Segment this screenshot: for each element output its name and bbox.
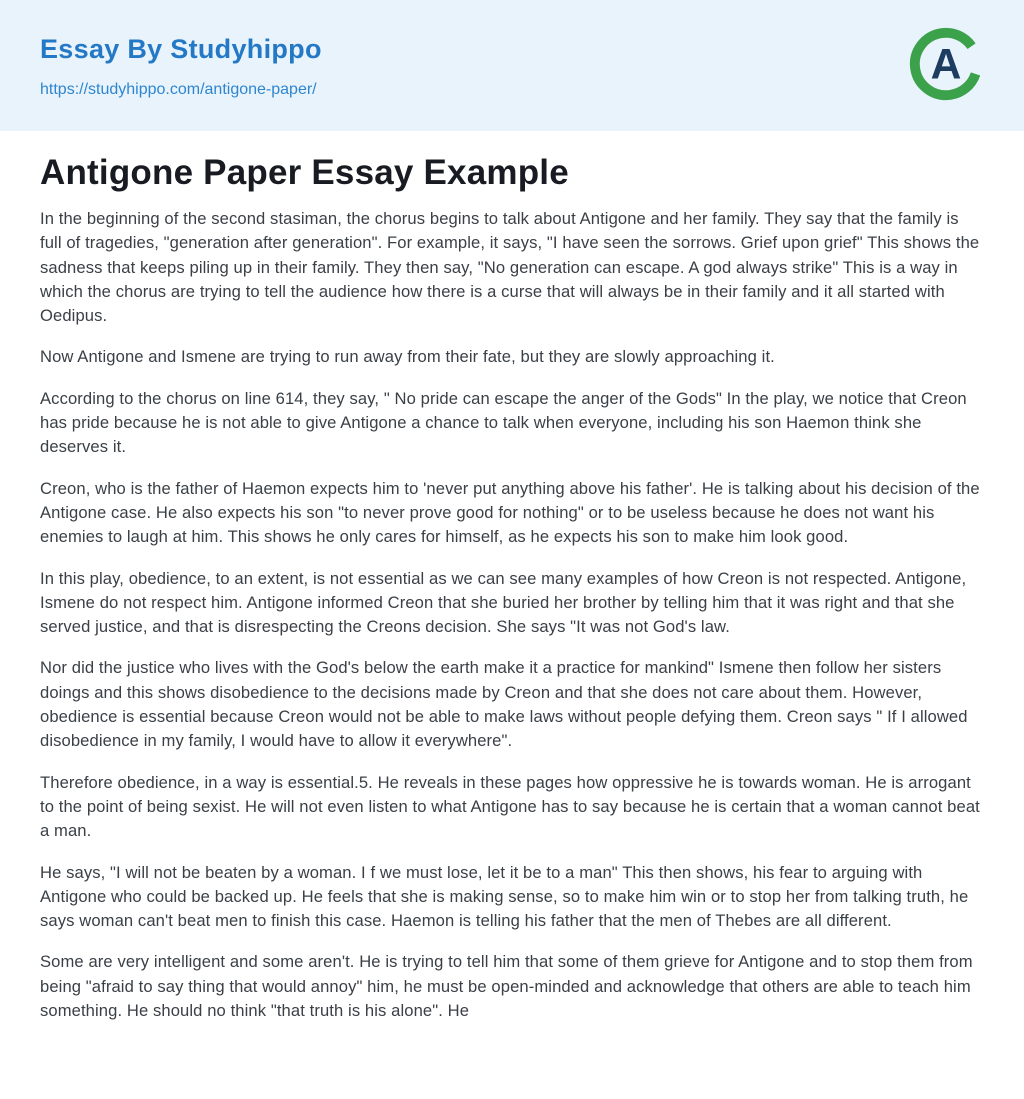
essay-paragraph: He says, "I will not be beaten by a woman. I f we must lose, let it be to a man" This then shows, his fear to arguing with Antigone who could be backed up. He feels that she is making sense, so to make him win or to stop her from talking truth, he says woman can't beat men to finish this case. Haemon is telling his father that the men of Thebes are all different. — [40, 862, 969, 931]
essay-paragraph: Therefore obedience, in a way is essential.5. He reveals in these pages how oppressive he is towards woman. He is arrogant to the point of being sexist. He will not even listen to what Antigone has to say because he is certain that a woman cannot beat a man. — [40, 772, 980, 841]
essay-body — [40, 207, 982, 1023]
source-url-link[interactable]: https://studyhippo.com/antigone-paper/ — [40, 81, 317, 98]
essay-paragraph: According to the chorus on line 614, they say, " No pride can escape the anger of the Gods" In the play, we notice that Creon has pride because he is not able to give Antigone a chance to talk when everyone, including his son Haemon think she deserves it. — [40, 388, 967, 457]
site-byline: Essay By Studyhippo — [40, 34, 322, 64]
page-header — [0, 0, 1024, 131]
logo-letter: A — [930, 40, 962, 89]
essay-paragraph: Creon, who is the father of Haemon expects him to 'never put anything above his father'. He is talking about his decision of the Antigone case. He also expects his son "to never prove good for nothing" or to be useless because he does not want his enemies to laugh at him. This shows he only cares for himself, as he expects his son to make him look good. — [40, 478, 980, 547]
essay-article — [0, 131, 1024, 1063]
studyhippo-logo — [908, 26, 984, 102]
logo-ring-icon — [908, 26, 984, 102]
essay-paragraph: In this play, obedience, to an extent, is not essential as we can see many examples of how Creon is not respected. Antigone, Ismene do not respect him. Antigone informed Creon that she buried her brother by telling him that it was right and that she served justice, and that is disrespecting the Creons decision. She says "It was not God's law. — [40, 568, 967, 637]
essay-paragraph: Nor did the justice who lives with the God's below the earth make it a practice for mankind" Ismene then follow her sisters doings and this shows disobedience to the decisions made by Creon and that she does not care about them. However, obedience is essential because Creon would not be able to make laws without people defying them. Creon says " If I allowed disobedience in my family, I would have to allow it everywhere". — [40, 658, 968, 751]
essay-paragraph: Now Antigone and Ismene are trying to run away from their fate, but they are slowly approaching it. — [40, 347, 775, 367]
essay-title: Antigone Paper Essay Example — [40, 153, 569, 192]
essay-paragraph: Some are very intelligent and some aren't. He is trying to tell him that some of them grieve for Antigone and to stop them from being "afraid to say thing that would annoy" him, he must be open-minded and acknowledge that others are able to teach him something. He should no think "that truth is his alone". He — [40, 952, 973, 1021]
essay-paragraph: In the beginning of the second stasiman, the chorus begins to talk about Antigone and her family. They say that the family is full of tragedies, "generation after generation". For example, it says, "I have seen the sorrows. Grief upon grief" This shows the sadness that keeps piling up in their family. They then say, "No generation can escape. A god always strike" This is a way in which the chorus are trying to tell the audience how there is a curse that will always be in their family and it all started with Oedipus. — [40, 209, 980, 326]
